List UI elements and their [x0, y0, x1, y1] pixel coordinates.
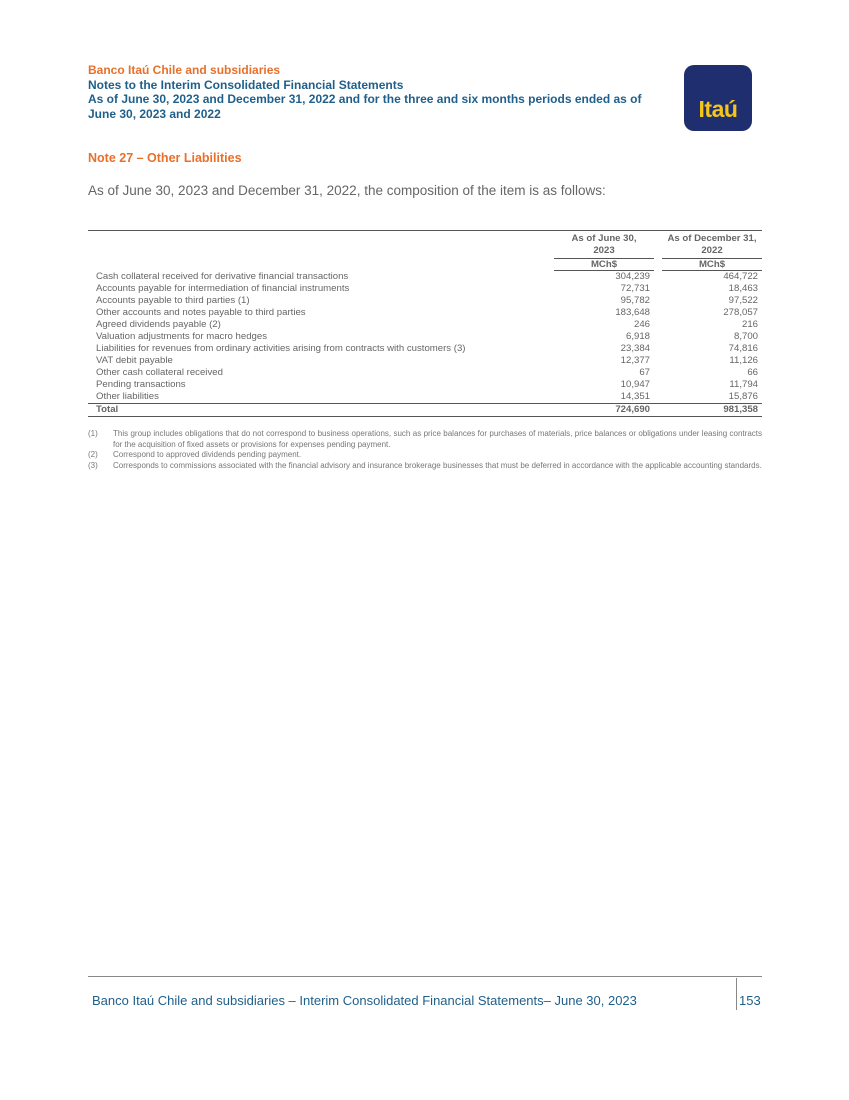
table-row: Agreed dividends payable (2) 246 216	[96, 319, 758, 330]
page-number: 153	[739, 993, 761, 1008]
footer-text: Banco Itaú Chile and subsidiaries – Interim Consolidated Financial Statements– June 30, 2023	[92, 993, 637, 1008]
table-row: Accounts payable to third parties (1) 95,782 97,522	[96, 295, 758, 306]
table-row: Other accounts and notes payable to third parties 183,648 278,057	[96, 307, 758, 318]
table-row: Liabilities for revenues from ordinary activities arising from contracts with customers (3) 23,384 74,816	[96, 343, 758, 354]
footnote: (3) Corresponds to commissions associated with the financial advisory and insurance brokerage businesses that must be deferred in accordance with the applicable accounting standards.	[88, 460, 762, 470]
table-row: Cash collateral received for derivative financial transactions 304,239 464,722	[96, 270, 758, 282]
table-row: Pending transactions 10,947 11,794	[96, 379, 758, 390]
unit-dec-2022: MCh$	[662, 259, 762, 271]
header-spacer	[88, 231, 554, 259]
period-line-2: June 30, 2023 and 2022	[88, 106, 221, 121]
table-row: Accounts payable for intermediation of financial instruments 72,731 18,463	[96, 283, 758, 294]
document-header	[88, 63, 678, 121]
logo-text: Itaú	[698, 96, 738, 122]
note-intro: As of June 30, 2023 and December 31, 2022, the composition of the item is as follows:	[88, 183, 606, 198]
footnotes	[88, 429, 762, 471]
unit-jun-2023: MCh$	[554, 259, 654, 271]
document-title: Notes to the Interim Consolidated Financial Statements	[88, 77, 404, 92]
table-row: VAT debit payable 12,377 11,126	[96, 355, 758, 366]
company-name: Banco Itaú Chile and subsidiaries	[88, 63, 281, 77]
column-header-jun-2023: As of June 30, 2023	[554, 231, 654, 259]
footnote: (1) This group includes obligations that do not correspond to business operations, such as price balances for purchases of materials, price balances or obligations under leasing contracts for the acquisition of fixed assets or provisions for expenses pending payment.	[88, 429, 762, 449]
footer-rule	[88, 976, 762, 977]
footer-divider	[736, 978, 737, 1010]
table-row: Valuation adjustments for macro hedges 6,918 8,700	[96, 331, 758, 342]
table-row: Other liabilities 14,351 15,876	[88, 391, 762, 404]
column-header-dec-2022: As of December 31, 2022	[662, 231, 762, 259]
table-row: Other cash collateral received 67 66	[96, 367, 758, 378]
itau-logo	[684, 65, 752, 131]
note-title: Note 27 – Other Liabilities	[88, 151, 242, 165]
other-liabilities-table	[88, 230, 762, 417]
footnote: (2) Correspond to approved dividends pending payment.	[88, 450, 302, 459]
total-row: Total 724,690 981,358	[88, 404, 762, 417]
period-line-1: As of June 30, 2023 and December 31, 2022 and for the three and six months periods ended as of	[88, 92, 642, 106]
